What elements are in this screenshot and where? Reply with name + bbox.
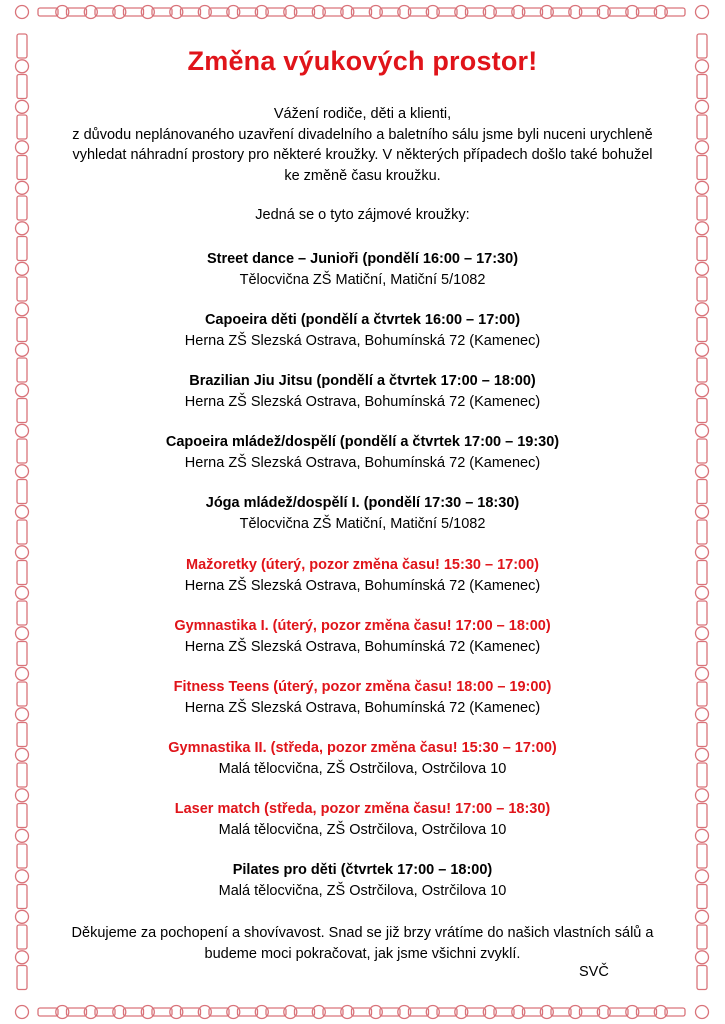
border-bar bbox=[551, 8, 571, 16]
border-bar bbox=[697, 642, 707, 666]
border-bar bbox=[95, 1008, 115, 1016]
border-circle bbox=[696, 829, 709, 842]
intro-paragraph bbox=[36, 104, 689, 186]
closing-paragraph bbox=[36, 923, 689, 965]
border-bar bbox=[494, 8, 514, 16]
border-bar bbox=[17, 237, 27, 261]
activity-item bbox=[36, 371, 689, 413]
activity-item bbox=[36, 432, 689, 474]
border-bar bbox=[209, 8, 229, 16]
closing-line: Děkujeme za pochopení a shovívavost. Snad se již brzy vrátíme do našich vlastních sálů a bbox=[71, 925, 654, 941]
border-bar bbox=[608, 1008, 628, 1016]
activity-place: Malá tělocvična, ZŠ Ostrčilova, Ostrčilova 10 bbox=[218, 883, 507, 899]
border-circle bbox=[696, 870, 709, 883]
border-circle bbox=[696, 1006, 709, 1019]
activity-name: Capoeira děti (pondělí a čtvrtek 16:00 – 17:00) bbox=[204, 312, 521, 328]
activities-lead: Jedná se o tyto zájmové kroužky: bbox=[255, 207, 470, 223]
border-circle bbox=[16, 708, 29, 721]
border-bar bbox=[637, 8, 657, 16]
border-bar bbox=[551, 1008, 571, 1016]
border-circle bbox=[16, 262, 29, 275]
border-bar bbox=[697, 561, 707, 585]
border-bar bbox=[266, 1008, 286, 1016]
border-circle bbox=[16, 465, 29, 478]
border-bar bbox=[437, 8, 457, 16]
border-bar bbox=[17, 723, 27, 747]
border-bar bbox=[580, 8, 600, 16]
border-bar bbox=[38, 1008, 58, 1016]
border-bar bbox=[17, 601, 27, 625]
border-bar bbox=[17, 34, 27, 58]
border-bar bbox=[17, 318, 27, 342]
border-bar bbox=[17, 480, 27, 504]
border-circle bbox=[16, 627, 29, 640]
border-circle bbox=[696, 181, 709, 194]
border-bar bbox=[17, 156, 27, 180]
border-circle bbox=[696, 222, 709, 235]
border-bar bbox=[523, 8, 543, 16]
border-bar bbox=[238, 8, 258, 16]
border-bar bbox=[523, 1008, 543, 1016]
border-bar bbox=[17, 196, 27, 220]
border-circle bbox=[696, 384, 709, 397]
border-circle bbox=[16, 870, 29, 883]
border-bar bbox=[38, 8, 58, 16]
border-bar bbox=[323, 8, 343, 16]
border-bar bbox=[17, 358, 27, 382]
border-bar bbox=[697, 844, 707, 868]
border-bar bbox=[238, 1008, 258, 1016]
border-bar bbox=[697, 804, 707, 828]
border-circle bbox=[16, 60, 29, 73]
border-bar bbox=[17, 642, 27, 666]
border-bar bbox=[17, 399, 27, 423]
border-circle bbox=[696, 586, 709, 599]
border-bar bbox=[380, 8, 400, 16]
border-bar bbox=[152, 8, 172, 16]
border-bar bbox=[95, 8, 115, 16]
border-circle bbox=[16, 384, 29, 397]
activity-place: Tělocvična ZŠ Matiční, Matiční 5/1082 bbox=[239, 272, 486, 288]
activity-place: Malá tělocvična, ZŠ Ostrčilova, Ostrčilova 10 bbox=[218, 822, 507, 838]
border-circle bbox=[16, 222, 29, 235]
border-bar bbox=[17, 561, 27, 585]
border-circle bbox=[16, 910, 29, 923]
border-bar bbox=[697, 277, 707, 301]
border-circle bbox=[16, 343, 29, 356]
border-circle bbox=[16, 303, 29, 316]
border-bar bbox=[409, 8, 429, 16]
border-bar bbox=[17, 925, 27, 949]
border-circle bbox=[16, 789, 29, 802]
activity-name: Fitness Teens (úterý, pozor změna času! 18:00 – 19:00) bbox=[173, 679, 552, 695]
activity-item bbox=[36, 616, 689, 658]
activity-name: Pilates pro děti (čtvrtek 17:00 – 18:00) bbox=[232, 862, 493, 878]
activity-place: Herna ZŠ Slezská Ostrava, Bohumínská 72 (Kamenec) bbox=[184, 700, 541, 716]
border-bar bbox=[697, 966, 707, 990]
border-circle bbox=[696, 465, 709, 478]
border-circle bbox=[16, 829, 29, 842]
border-circle bbox=[696, 627, 709, 640]
activity-name: Laser match (středa, pozor změna času! 17:00 – 18:30) bbox=[174, 801, 551, 817]
border-circle bbox=[696, 303, 709, 316]
border-bar bbox=[697, 196, 707, 220]
border-circle bbox=[16, 748, 29, 761]
border-circle bbox=[696, 748, 709, 761]
border-bar bbox=[697, 156, 707, 180]
activity-name: Mažoretky (úterý, pozor změna času! 15:30 – 17:00) bbox=[186, 557, 539, 573]
border-circle bbox=[696, 951, 709, 964]
activity-item bbox=[36, 493, 689, 535]
border-circle bbox=[16, 1006, 29, 1019]
border-circle bbox=[16, 505, 29, 518]
border-bar bbox=[697, 682, 707, 706]
border-bar bbox=[17, 844, 27, 868]
border-circle bbox=[16, 141, 29, 154]
border-bar bbox=[17, 763, 27, 787]
border-bar bbox=[209, 1008, 229, 1016]
border-bar bbox=[697, 237, 707, 261]
border-bar bbox=[697, 399, 707, 423]
border-circle bbox=[696, 789, 709, 802]
border-bar bbox=[665, 8, 685, 16]
activity-place: Herna ZŠ Slezská Ostrava, Bohumínská 72 (Kamenec) bbox=[184, 394, 541, 410]
border-bar bbox=[697, 480, 707, 504]
border-circle bbox=[16, 6, 29, 19]
border-circle bbox=[16, 586, 29, 599]
border-circle bbox=[696, 708, 709, 721]
activity-item bbox=[36, 310, 689, 352]
border-bar bbox=[17, 439, 27, 463]
border-bar bbox=[17, 966, 27, 990]
activity-item bbox=[36, 738, 689, 780]
page-title: Změna výukových prostor! bbox=[187, 46, 538, 76]
activity-item bbox=[36, 677, 689, 719]
activity-item bbox=[36, 249, 689, 291]
border-bar bbox=[437, 1008, 457, 1016]
activity-place: Tělocvična ZŠ Matiční, Matiční 5/1082 bbox=[239, 516, 486, 532]
border-bar bbox=[17, 520, 27, 544]
border-circle bbox=[16, 546, 29, 559]
border-bar bbox=[181, 8, 201, 16]
activity-name: Gymnastika II. (středa, pozor změna času! 15:30 – 17:00) bbox=[168, 740, 557, 756]
border-circle bbox=[16, 667, 29, 680]
border-circle bbox=[696, 6, 709, 19]
border-bar bbox=[637, 1008, 657, 1016]
border-bar bbox=[697, 34, 707, 58]
border-bar bbox=[17, 75, 27, 99]
intro-line: vyhledat náhradní prostory pro některé kroužky. V některých případech došlo také bohužel bbox=[72, 147, 653, 163]
border-bar bbox=[17, 115, 27, 139]
border-bar bbox=[697, 723, 707, 747]
border-circle bbox=[696, 424, 709, 437]
activity-item bbox=[36, 860, 689, 902]
activity-name: Capoeira mládež/dospělí (pondělí a čtvrtek 17:00 – 19:30) bbox=[165, 434, 560, 450]
border-bar bbox=[17, 277, 27, 301]
signature: SVČ bbox=[579, 964, 609, 980]
border-circle bbox=[696, 100, 709, 113]
border-bar bbox=[580, 1008, 600, 1016]
border-circle bbox=[696, 343, 709, 356]
border-bar bbox=[697, 358, 707, 382]
border-circle bbox=[696, 667, 709, 680]
activity-name: Gymnastika I. (úterý, pozor změna času! 17:00 – 18:00) bbox=[174, 618, 551, 634]
border-circle bbox=[696, 262, 709, 275]
border-bar bbox=[17, 682, 27, 706]
border-bar bbox=[124, 8, 144, 16]
border-bar bbox=[697, 601, 707, 625]
border-bar bbox=[67, 1008, 87, 1016]
border-circle bbox=[16, 100, 29, 113]
border-bar bbox=[697, 439, 707, 463]
activity-item bbox=[36, 799, 689, 841]
border-circle bbox=[16, 181, 29, 194]
border-bar bbox=[697, 75, 707, 99]
intro-line: Vážení rodiče, děti a klienti, bbox=[273, 106, 452, 122]
border-circle bbox=[696, 141, 709, 154]
border-bar bbox=[697, 763, 707, 787]
closing-line: budeme moci pokračovat, jak jsme všichni zvyklí. bbox=[204, 946, 521, 962]
border-circle bbox=[696, 60, 709, 73]
activity-name: Street dance – Junioři (pondělí 16:00 – 17:30) bbox=[206, 251, 519, 267]
activity-place: Herna ZŠ Slezská Ostrava, Bohumínská 72 (Kamenec) bbox=[184, 455, 541, 471]
border-circle bbox=[16, 951, 29, 964]
border-circle bbox=[696, 910, 709, 923]
activity-place: Malá tělocvična, ZŠ Ostrčilova, Ostrčilova 10 bbox=[218, 761, 507, 777]
border-bar bbox=[17, 885, 27, 909]
intro-line: ke změně času kroužku. bbox=[284, 167, 441, 184]
border-bar bbox=[295, 8, 315, 16]
intro-line: z důvodu neplánovaného uzavření divadelního a baletního sálu jsme byli nuceni urychleně bbox=[72, 126, 653, 143]
border-bar bbox=[17, 804, 27, 828]
border-bar bbox=[409, 1008, 429, 1016]
border-circle bbox=[16, 424, 29, 437]
border-bar bbox=[181, 1008, 201, 1016]
border-bar bbox=[67, 8, 87, 16]
activity-place: Herna ZŠ Slezská Ostrava, Bohumínská 72 (Kamenec) bbox=[184, 639, 541, 655]
border-circle bbox=[696, 505, 709, 518]
border-bar bbox=[295, 1008, 315, 1016]
border-bar bbox=[152, 1008, 172, 1016]
border-circle bbox=[696, 546, 709, 559]
border-bar bbox=[266, 8, 286, 16]
border-bar bbox=[352, 1008, 372, 1016]
border-bar bbox=[697, 925, 707, 949]
border-bar bbox=[124, 1008, 144, 1016]
activity-place: Herna ZŠ Slezská Ostrava, Bohumínská 72 (Kamenec) bbox=[184, 578, 541, 594]
activity-place: Herna ZŠ Slezská Ostrava, Bohumínská 72 (Kamenec) bbox=[184, 333, 541, 349]
border-bar bbox=[323, 1008, 343, 1016]
border-bar bbox=[466, 1008, 486, 1016]
border-bar bbox=[665, 1008, 685, 1016]
activity-item bbox=[36, 555, 689, 597]
border-bar bbox=[494, 1008, 514, 1016]
border-bar bbox=[697, 885, 707, 909]
border-bar bbox=[380, 1008, 400, 1016]
border-bar bbox=[697, 318, 707, 342]
border-bar bbox=[608, 8, 628, 16]
border-bar bbox=[352, 8, 372, 16]
border-bar bbox=[466, 8, 486, 16]
border-bar bbox=[697, 520, 707, 544]
activity-name: Jóga mládež/dospělí I. (pondělí 17:30 – 18:30) bbox=[205, 495, 520, 511]
activity-name: Brazilian Jiu Jitsu (pondělí a čtvrtek 17:00 – 18:00) bbox=[189, 373, 536, 389]
border-bar bbox=[697, 115, 707, 139]
